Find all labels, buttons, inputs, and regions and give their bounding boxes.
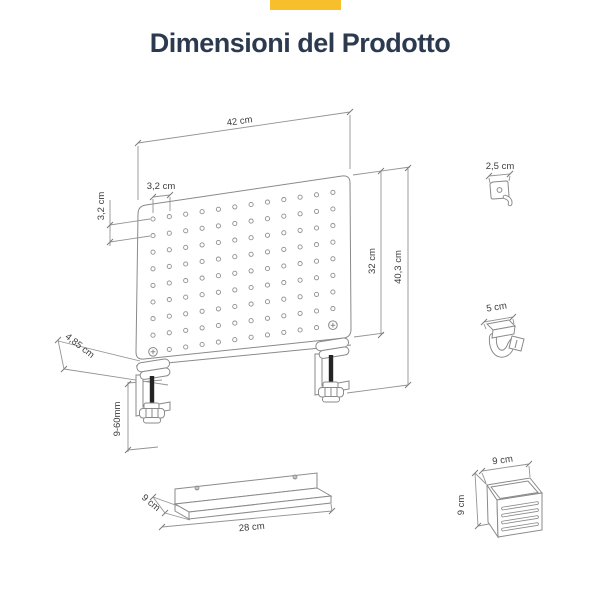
- clamp-screw: [150, 376, 154, 405]
- desk-clamp-right: [315, 337, 349, 402]
- hole-pitch-h-label: 3,2 cm: [146, 181, 176, 192]
- clamp-range-label: 9-60mm: [112, 401, 123, 437]
- width-label: 42 cm: [226, 114, 254, 129]
- overall-height-label: 40,3 cm: [393, 250, 404, 284]
- pegboard-drawing: [55, 109, 411, 453]
- bin-height-label: 9 cm: [456, 494, 467, 516]
- page-title: Dimensioni del Prodotto: [149, 28, 451, 58]
- hole-pitch-v-label: 3,2 cm: [96, 191, 107, 221]
- shelf-screw: [293, 475, 297, 479]
- shelf-width-label: 28 cm: [238, 520, 266, 535]
- large-hook-drawing: [481, 300, 524, 353]
- small-hook-width-label: 2,5 cm: [485, 161, 515, 172]
- panel-height-label: 32 cm: [367, 248, 378, 274]
- shelf-depth-label: 9 cm: [139, 492, 163, 514]
- shelf-drawing: [139, 473, 335, 534]
- small-hook-drawing: [486, 161, 515, 204]
- mounting-screw: [329, 321, 338, 330]
- shelf-screw: [195, 486, 199, 490]
- desk-clamp-left: [136, 358, 170, 423]
- dimension-small-hook-width: [486, 161, 515, 183]
- clamp-screw: [329, 355, 333, 384]
- bin-width-label: 9 cm: [491, 453, 514, 468]
- bin-drawing: [456, 454, 542, 537]
- clamp-depth-label: 4,85 cm: [62, 331, 97, 361]
- mounting-screw: [149, 348, 158, 357]
- dimension-overall-height: [347, 165, 411, 393]
- small-hook-hole: [497, 188, 502, 193]
- large-hook-width-label: 5 cm: [485, 300, 508, 315]
